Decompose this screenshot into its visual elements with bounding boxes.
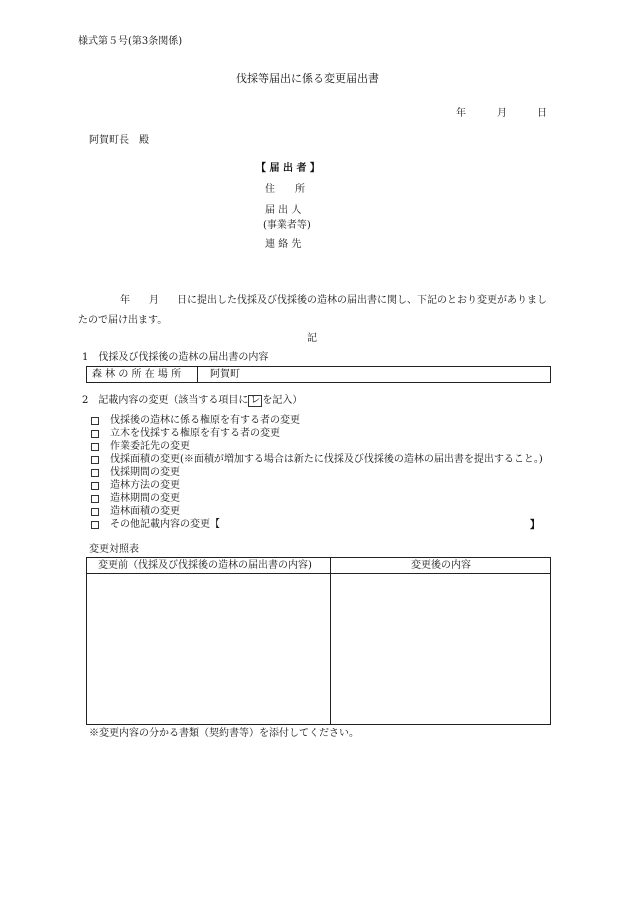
statement-line1: 日に提出した伐採及び伐採後の造林の届出書に関し、下記のとおり変更がありまし — [177, 295, 547, 306]
comparison-col-before: 変更前（伐採及び伐採後の造林の届出書の内容) — [98, 560, 312, 571]
page-title: 伐採等届出に係る変更届出書 — [236, 72, 379, 85]
forest-location-value[interactable]: 阿賀町 — [210, 369, 240, 380]
ki-label: 記 — [307, 333, 317, 344]
date-month: 月 — [497, 108, 507, 119]
change-item-checkbox[interactable] — [91, 456, 99, 464]
addressee: 阿賀町長 殿 — [89, 135, 149, 146]
section2-heading-post: を記入） — [262, 395, 303, 406]
change-item-label: 伐採後の造林に係る権原を有する者の変更 — [110, 415, 300, 426]
statement-year: 年 — [120, 295, 130, 306]
form-number: 様式第５号(第3条関係) — [78, 36, 183, 47]
date-year: 年 — [456, 108, 466, 119]
change-item-checkbox[interactable] — [91, 495, 99, 503]
change-item-checkbox[interactable] — [91, 508, 99, 516]
change-item-checkbox[interactable] — [91, 430, 99, 438]
statement-line2: たので届け出ます。 — [78, 315, 168, 326]
forest-location-label: 森 林 の 所 在 場 所 — [92, 369, 182, 380]
comparison-col-after: 変更後の内容 — [411, 560, 471, 571]
section2-heading-pre: 2 記載内容の変更（該当する項目に — [82, 395, 249, 406]
change-item-label: 伐採面積の変更(※面積が増加する場合は新たに伐採及び伐採後の造林の届出書を提出すること。) — [110, 454, 543, 465]
applicant-address-label: 住 所 — [265, 184, 305, 195]
change-item-checkbox[interactable] — [91, 482, 99, 490]
applicant-header: 【 届 出 者 】 — [256, 163, 320, 174]
section1-heading: 1 伐採及び伐採後の造林の届出書の内容 — [82, 352, 269, 363]
other-close-bracket: 】 — [530, 520, 540, 531]
comparison-caption: 変更対照表 — [89, 544, 139, 555]
forest-location-divider — [197, 366, 198, 383]
applicant-contact-label: 連 絡 先 — [265, 239, 302, 250]
change-item-label: 造林方法の変更 — [110, 480, 180, 491]
footnote: ※変更内容の分かる書類（契約書等）を添付してください。 — [89, 728, 359, 739]
comparison-after-cell[interactable] — [331, 574, 550, 724]
applicant-name-sub: (事業者等) — [263, 220, 311, 231]
change-item-checkbox[interactable] — [91, 417, 99, 425]
change-item-label: その他記載内容の変更【 — [110, 519, 220, 530]
change-item-label: 造林面積の変更 — [110, 506, 180, 517]
change-item-label: 造林期間の変更 — [110, 493, 180, 504]
check-mark-icon: レ — [250, 395, 261, 406]
change-item-label: 作業委託先の変更 — [110, 441, 190, 452]
comparison-before-cell[interactable] — [87, 574, 329, 724]
date-day: 日 — [537, 108, 547, 119]
change-item-checkbox[interactable] — [91, 469, 99, 477]
change-item-label: 立木を伐採する権原を有する者の変更 — [110, 428, 280, 439]
change-item-label: 伐採期間の変更 — [110, 467, 180, 478]
change-item-checkbox[interactable] — [91, 521, 99, 529]
section2-heading — [82, 395, 302, 407]
change-item-checkbox[interactable] — [91, 443, 99, 451]
statement-month: 月 — [149, 295, 159, 306]
applicant-name-label: 届 出 人 — [265, 205, 302, 216]
